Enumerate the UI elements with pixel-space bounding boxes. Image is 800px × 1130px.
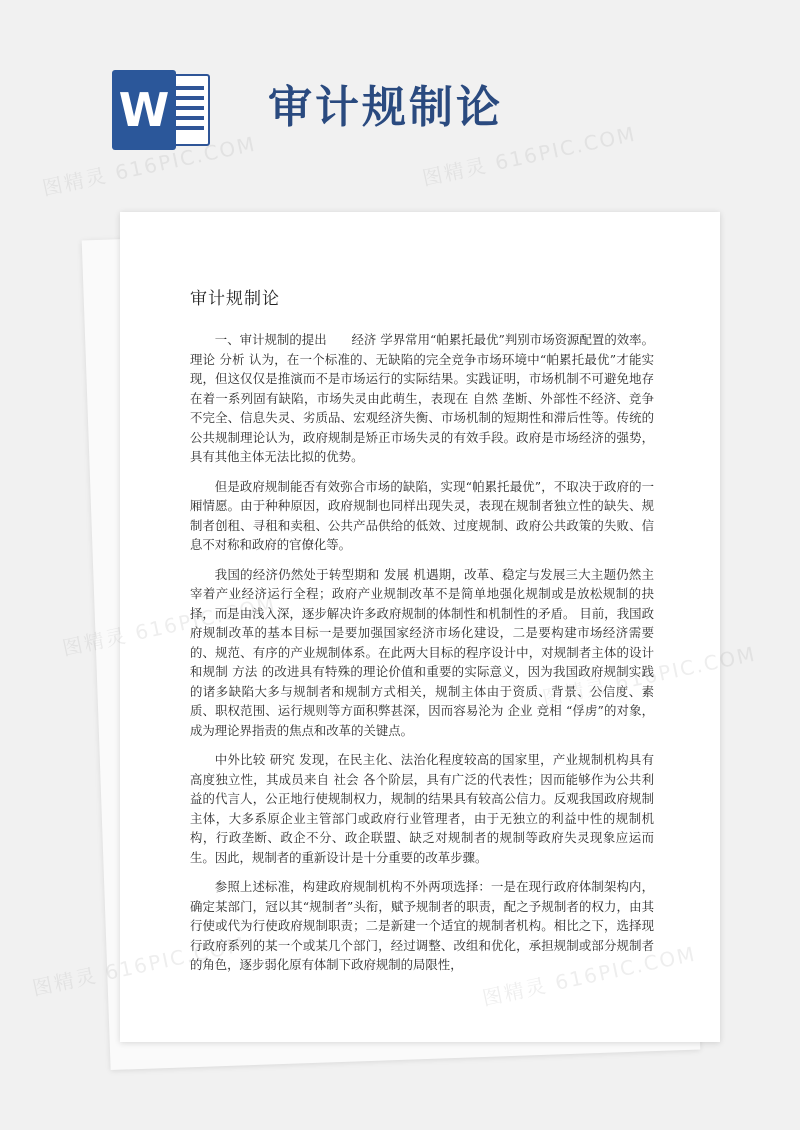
word-document-icon [112,70,216,150]
banner-title: 审计规制论 [268,82,503,133]
document-page [120,212,720,1042]
watermark: 图精灵 616PIC.COM [40,131,259,201]
header-banner [0,0,800,200]
paragraph: 一、审计规制的提出 经济 学界常用“帕累托最优”判别市场资源配置的效率。 理论 分析 认为，在一个标准的、无缺陷的完全竞争市场环境中“帕累托最优”才能实现，但这仅仅是推演而不是市场运行的实际结果。实践证明，市场机制不可避免地存在着一系列固有缺陷，市场失灵由此萌生，表现在 自然 垄断、外部性不经济、竞争不完全、信息失灵、劣质品、宏观经济失衡、市场机制的短期性和滞后性等。传统的公共规制理论认为，政府规制是矫正市场失灵的有效手段。政府是市场经济的强势，具有其他主体无法比拟的优势。 [190,332,654,464]
paragraph: 但是政府规制能否有效弥合市场的缺陷，实现“帕累托最优”，不取决于政府的一厢情愿。由于种种原因，政府规制也同样出现失灵，表现在规制者独立性的缺失、规制者创租、寻租和卖租、公共产品供给的低效、过度规制、政府公共政策的失败、信息不对称和政府的官僚化等。 [190,478,654,552]
word-letter-badge: W [112,70,176,150]
paragraph: 参照上述标准，构建政府规制机构不外两项选择：一是在现行政府体制架构内，确定某部门，冠以其“规制者”头衔，赋予规制者的职责，配之予规制者的权力，由其行使或代为行使政府规制职责；二是新建一个适宜的规制者机构。相比之下，选择现行政府系列的某一个或某几个部门，经过调整、改组和优化，承担规制或部分规制者的角色，逐步弱化原有体制下政府规制的局限性， [190,879,654,972]
document-title: 审计规制论 [190,289,280,309]
watermark: 图精灵 616PIC.COM [420,121,639,191]
document-body [190,330,654,985]
paragraph: 我国的经济仍然处于转型期和 发展 机遇期，改革、稳定与发展三大主题仍然主宰着产业经济运行全程；政府产业规制改革不是简单地强化规制或是放松规制的抉择，而是由浅入深，逐步解决许多政府规制的体制性和机制性的矛盾。 目前，我国政府规制改革的基本目标一是要加强国家经济市场化建设，二是要构建市场经济需要的、规范、有序的产业规制体系。在此两大目标的程序设计中，对规制者主体的设计和规制 方法 的改进具有特殊的理论价值和重要的实际意义，因为我国政府规制实践的诸多缺陷大多与规制者和规制方式相关，规制主体由于资质、背景、公信度、素质、职权范围、运行规则等方面积弊甚深，因而容易沦为 企业 竞相 “俘虏”的对象，成为理论界指责的焦点和改革的关键点。 [190,566,654,738]
paragraph: 中外比较 研究 发现，在民主化、法治化程度较高的国家里，产业规制机构具有高度独立性，其成员来自 社会 各个阶层，具有广泛的代表性；因而能够作为公共利益的代言人，公正地行使规制权力，规制的结果具有较高公信力。反观我国政府规制主体，大多系原企业主管部门或政府行业管理者，由于无独立的利益中性的规制机构，行政垄断、政企不分、政企联盟、缺乏对规制者的规制等政府失灵现象应运而生。因此，规制者的重新设计是十分重要的改革步骤。 [190,752,654,865]
watermark: 图精灵 [30,963,100,1001]
